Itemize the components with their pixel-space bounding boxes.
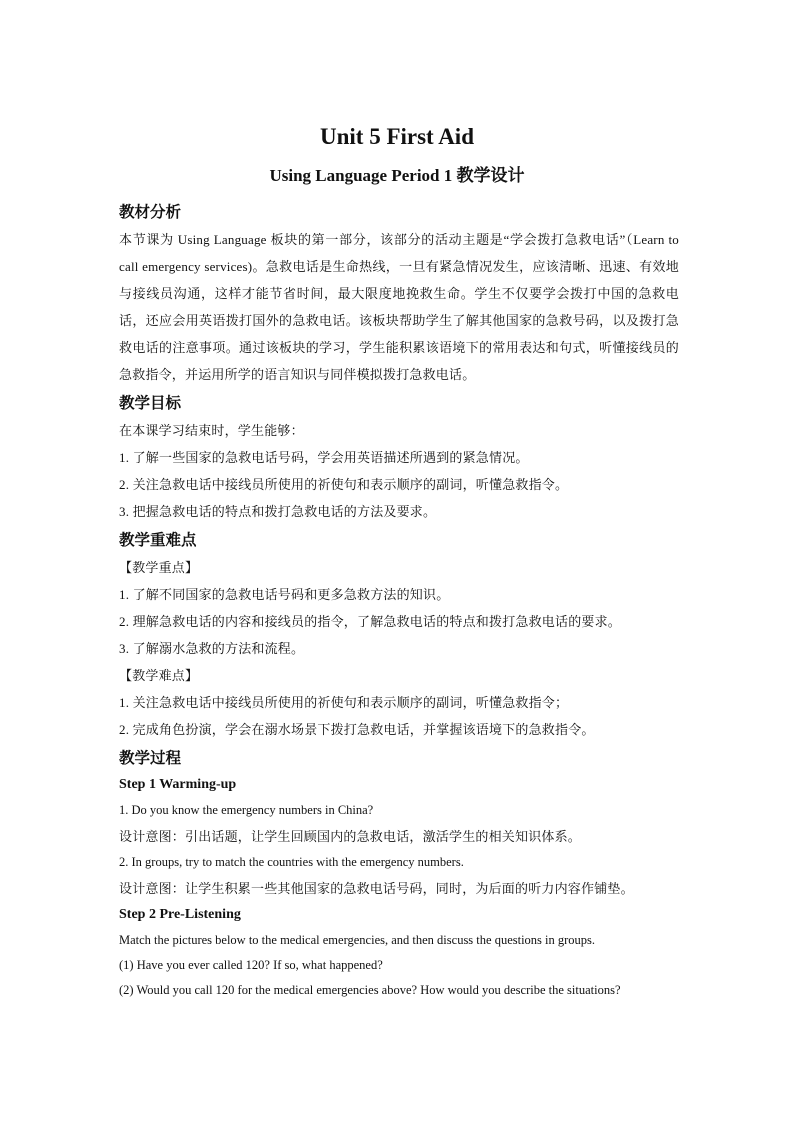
step2-title: Step 2 Pre-Listening [119,907,241,922]
step2-question-1: (1) Have you ever called 120? If so, what happened? [119,958,383,972]
step1-intent-1: 设计意图：引出话题，让学生回顾国内的急救电话，激活学生的相关知识体系。 [119,829,582,844]
step2-question-2: (2) Would you call 120 for the medical emergencies above? How would you describe the situations? [119,983,621,997]
document-title: Unit 5 First Aid [320,124,474,149]
focus-item: 3. 了解溺水急救的方法和流程。 [119,641,305,656]
step2-instruction: Match the pictures below to the medical emergencies, and then discuss the questions in groups. [119,933,596,947]
objective-item: 2. 关注急救电话中接线员所使用的祈使句和表示顺序的副词，听懂急救指令。 [119,477,569,492]
document-subtitle: Using Language Period 1 教学设计 [269,166,525,185]
objective-item: 1. 了解一些国家的急救电话号码，学会用英语描述所遇到的紧急情况。 [119,450,529,465]
section-heading-analysis: 教材分析 [119,203,182,221]
section-heading-objectives: 教学目标 [119,394,182,412]
difficulty-item: 1. 关注急救电话中接线员所使用的祈使句和表示顺序的副词，听懂急救指令； [119,695,569,710]
step1-title: Step 1 Warming-up [119,777,237,792]
focus-item: 2. 理解急救电话的内容和接线员的指令，了解急救电话的特点和拨打急救电话的要求。 [119,614,622,629]
step1-intent-2: 设计意图：让学生积累一些其他国家的急救电话号码，同时，为后面的听力内容作铺垫。 [119,881,634,896]
objectives-intro: 在本课学习结束时，学生能够： [119,423,304,438]
analysis-paragraph: 本节课为 Using Language 板块的第一部分，该部分的活动主题是“学会拨打急救电话”（Learn to call emergency services)。急救电话是生命热线，一旦有紧急情况发生，应该清晰、迅速、有效地与接线员沟通，这样才能节省时间，最大限度地挽救生命。学生不仅要学会拨打中国的急救电话，还应会用英语拨打国外的急救电话。该板块帮助学生了解其他国家的急救号码，以及拨打急救电话的注意事项。通过该板块的学习，学生能积累该语境下的常用表达和句式，听懂接线员的急救指令，并运用所学的语言知识与同伴模拟拨打急救电话。 [119,232,679,382]
step1-question-1: 1. Do you know the emergency numbers in China? [119,803,374,817]
difficulty-item: 2. 完成角色扮演，学会在溺水场景下拨打急救电话，并掌握该语境下的急救指令。 [119,722,595,737]
section-heading-key-points: 教学重难点 [119,531,197,549]
objective-item: 3. 把握急救电话的特点和拨打急救电话的方法及要求。 [119,504,437,519]
focus-item: 1. 了解不同国家的急救电话号码和更多急救方法的知识。 [119,587,450,602]
step1-question-2: 2. In groups, try to match the countries with the emergency numbers. [119,855,464,869]
difficulty-label: 【教学难点】 [119,668,199,683]
focus-label: 【教学重点】 [119,560,199,575]
section-heading-process: 教学过程 [119,749,182,767]
document-body [119,200,679,1003]
